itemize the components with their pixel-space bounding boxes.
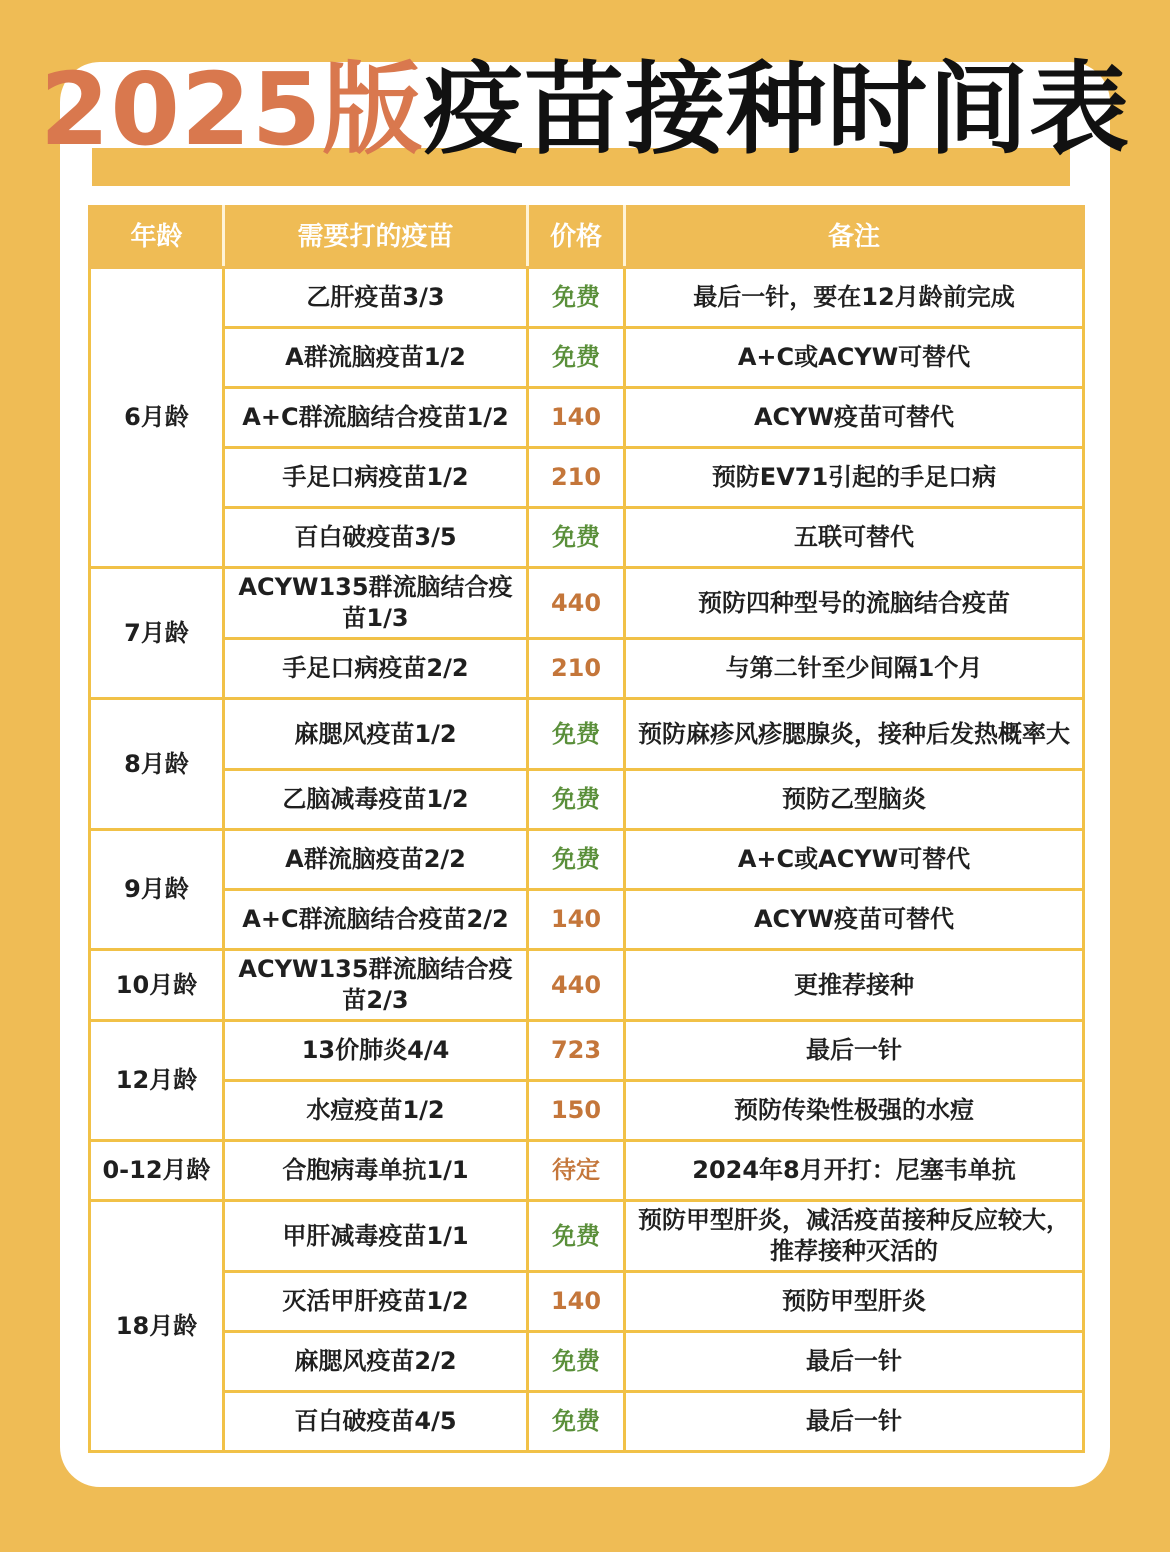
vaccine-cell: 麻腮风疫苗1/2 xyxy=(224,699,528,770)
age-cell: 7月龄 xyxy=(90,568,224,699)
age-cell: 18月龄 xyxy=(90,1201,224,1452)
vaccine-cell: 甲肝减毒疫苗1/1 xyxy=(224,1201,528,1272)
note-cell: 预防甲型肝炎，减活疫苗接种反应较大，推荐接种灭活的 xyxy=(625,1201,1084,1272)
vaccine-cell: 麻腮风疫苗2/2 xyxy=(224,1332,528,1392)
vaccine-cell: A群流脑疫苗1/2 xyxy=(224,328,528,388)
table-row xyxy=(90,268,1084,328)
price-cell: 免费 xyxy=(528,1392,625,1452)
price-cell: 140 xyxy=(528,388,625,448)
note-cell: A+C或ACYW可替代 xyxy=(625,328,1084,388)
table-row xyxy=(90,568,1084,639)
table-row xyxy=(90,1272,1084,1332)
vaccine-cell: 百白破疫苗4/5 xyxy=(224,1392,528,1452)
price-cell: 待定 xyxy=(528,1141,625,1201)
note-cell: A+C或ACYW可替代 xyxy=(625,830,1084,890)
note-cell: 最后一针 xyxy=(625,1332,1084,1392)
header-note: 备注 xyxy=(625,207,1084,268)
title-year: 2025版 xyxy=(39,51,424,168)
note-cell: 最后一针，要在12月龄前完成 xyxy=(625,268,1084,328)
table-row xyxy=(90,448,1084,508)
table-row xyxy=(90,1021,1084,1081)
price-cell: 免费 xyxy=(528,268,625,328)
age-cell: 9月龄 xyxy=(90,830,224,950)
age-cell: 12月龄 xyxy=(90,1021,224,1141)
title-text: 疫苗接种时间表 xyxy=(423,51,1131,168)
note-cell: 预防四种型号的流脑结合疫苗 xyxy=(625,568,1084,639)
vaccine-cell: 百白破疫苗3/5 xyxy=(224,508,528,568)
price-cell: 440 xyxy=(528,950,625,1021)
price-cell: 免费 xyxy=(528,699,625,770)
note-cell: 预防乙型脑炎 xyxy=(625,770,1084,830)
price-cell: 140 xyxy=(528,1272,625,1332)
note-cell: ACYW疫苗可替代 xyxy=(625,388,1084,448)
vaccine-cell: A+C群流脑结合疫苗1/2 xyxy=(224,388,528,448)
price-cell: 440 xyxy=(528,568,625,639)
note-cell: 最后一针 xyxy=(625,1392,1084,1452)
table-row xyxy=(90,1332,1084,1392)
vaccine-cell: ACYW135群流脑结合疫苗2/3 xyxy=(224,950,528,1021)
price-cell: 免费 xyxy=(528,508,625,568)
note-cell: 与第二针至少间隔1个月 xyxy=(625,639,1084,699)
table-row xyxy=(90,890,1084,950)
table-header-row xyxy=(90,207,1084,268)
header-vaccine: 需要打的疫苗 xyxy=(224,207,528,268)
vaccine-cell: 合胞病毒单抗1/1 xyxy=(224,1141,528,1201)
vaccine-cell: 乙脑减毒疫苗1/2 xyxy=(224,770,528,830)
note-cell: ACYW疫苗可替代 xyxy=(625,890,1084,950)
header-price: 价格 xyxy=(528,207,625,268)
vaccine-cell: ACYW135群流脑结合疫苗1/3 xyxy=(224,568,528,639)
note-cell: 五联可替代 xyxy=(625,508,1084,568)
vaccine-schedule-table xyxy=(88,205,1085,1453)
table-row xyxy=(90,830,1084,890)
age-cell: 10月龄 xyxy=(90,950,224,1021)
price-cell: 免费 xyxy=(528,830,625,890)
table-row xyxy=(90,1081,1084,1141)
table-row xyxy=(90,1201,1084,1272)
table-row xyxy=(90,508,1084,568)
note-cell: 2024年8月开打：尼塞韦单抗 xyxy=(625,1141,1084,1201)
price-cell: 免费 xyxy=(528,1332,625,1392)
vaccine-cell: 灭活甲肝疫苗1/2 xyxy=(224,1272,528,1332)
note-cell: 预防甲型肝炎 xyxy=(625,1272,1084,1332)
note-cell: 更推荐接种 xyxy=(625,950,1084,1021)
note-cell: 预防EV71引起的手足口病 xyxy=(625,448,1084,508)
vaccine-cell: 水痘疫苗1/2 xyxy=(224,1081,528,1141)
age-cell: 6月龄 xyxy=(90,268,224,568)
vaccine-cell: 乙肝疫苗3/3 xyxy=(224,268,528,328)
vaccine-cell: A群流脑疫苗2/2 xyxy=(224,830,528,890)
note-cell: 预防麻疹风疹腮腺炎，接种后发热概率大 xyxy=(625,699,1084,770)
price-cell: 150 xyxy=(528,1081,625,1141)
table-row xyxy=(90,328,1084,388)
price-cell: 210 xyxy=(528,448,625,508)
table-row xyxy=(90,950,1084,1021)
page-title xyxy=(0,50,1170,170)
header-age: 年龄 xyxy=(90,207,224,268)
price-cell: 210 xyxy=(528,639,625,699)
age-cell: 0-12月龄 xyxy=(90,1141,224,1201)
price-cell: 免费 xyxy=(528,770,625,830)
table-row xyxy=(90,639,1084,699)
price-cell: 免费 xyxy=(528,328,625,388)
vaccine-cell: 13价肺炎4/4 xyxy=(224,1021,528,1081)
age-cell: 8月龄 xyxy=(90,699,224,830)
note-cell: 预防传染性极强的水痘 xyxy=(625,1081,1084,1141)
table-row xyxy=(90,1141,1084,1201)
table-row xyxy=(90,770,1084,830)
vaccine-cell: 手足口病疫苗2/2 xyxy=(224,639,528,699)
table-row xyxy=(90,699,1084,770)
note-cell: 最后一针 xyxy=(625,1021,1084,1081)
price-cell: 140 xyxy=(528,890,625,950)
vaccine-cell: A+C群流脑结合疫苗2/2 xyxy=(224,890,528,950)
table-row xyxy=(90,388,1084,448)
price-cell: 723 xyxy=(528,1021,625,1081)
price-cell: 免费 xyxy=(528,1201,625,1272)
table-row xyxy=(90,1392,1084,1452)
vaccine-cell: 手足口病疫苗1/2 xyxy=(224,448,528,508)
